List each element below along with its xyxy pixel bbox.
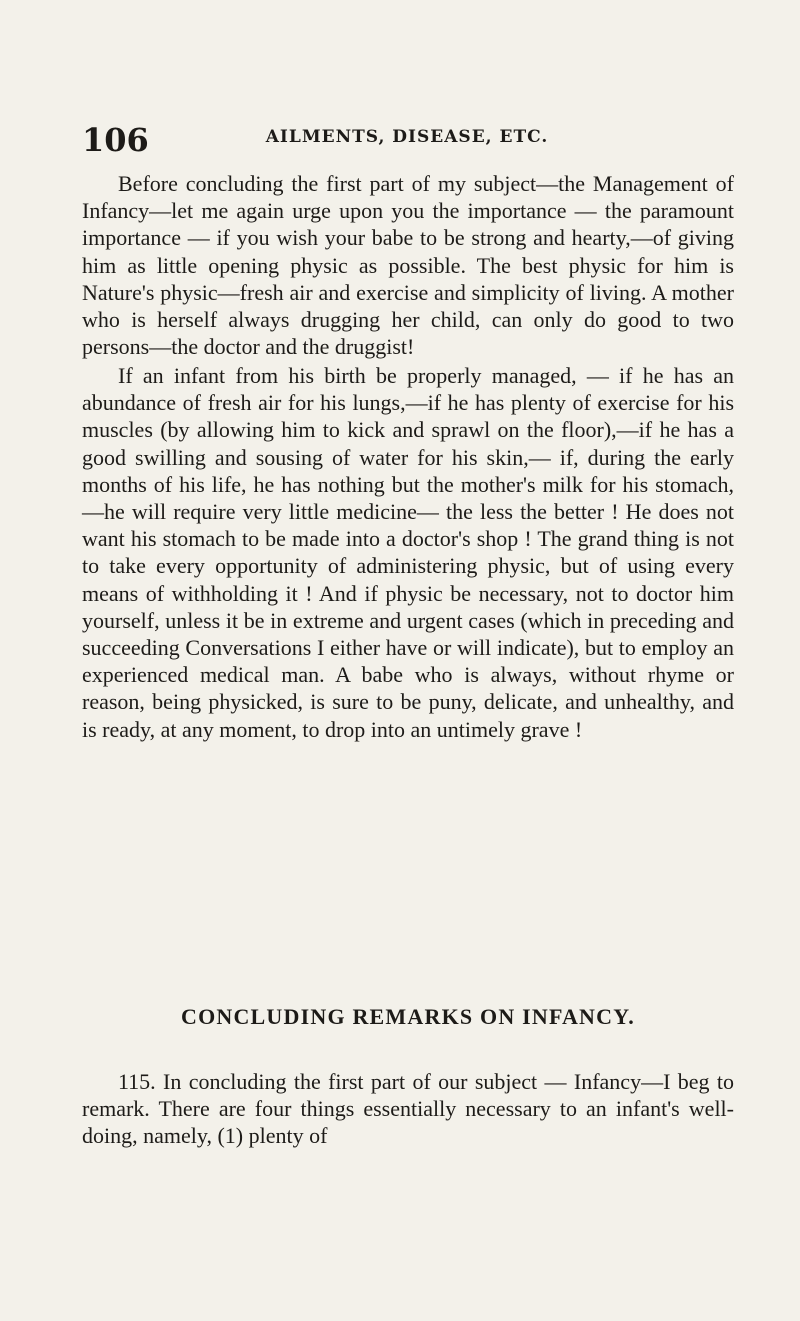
body-text-middle: [82, 362, 734, 743]
running-head: [82, 120, 732, 160]
page-number: 106: [82, 121, 149, 159]
paragraph-115: 115. In concluding the first part of our subject — Infancy—I beg to remark. There are four things essentially necessary to an infant's well-doing, namely, (1) plenty of: [82, 1069, 734, 1149]
paragraph-physic: Before concluding the first part of my subject—the Management of Infancy—let me again urge upon you the importance — the paramount importance — if you wish your babe to be strong and hearty,—of giving him as little opening physic as possible. The best physic for him is Nature's physic—fresh air and exercise and simplicity of living. A mother who is herself always drugging her child, can only do good to two persons—the doctor and the druggist!: [82, 171, 734, 360]
paragraph-infant-management: If an infant from his birth be properly managed, — if he has an abundance of fresh air for his lungs,—if he has plenty of exercise for his muscles (by allowing him to kick and sprawl on the floor),—if he has a good swilling and sousing of water for his skin,— if, during the early months of his life, he has nothing but the mother's milk for his stomach,—he will require very little medicine— the less the better ! He does not want his stomach to be made into a doctor's shop ! The grand thing is not to take every opportunity of administering physic, but of using every means of withholding it ! And if physic be necessary, not to doctor him yourself, unless it be in extreme and urgent cases (which in preceding and succeeding Conversations I either have or will indicate), but to employ an experienced medical man. A babe who is always, without rhyme or reason, being physicked, is sure to be puny, delicate, and unhealthy, and is ready, at any moment, to drop into an untimely grave !: [82, 363, 734, 742]
body-text-lower: [82, 1068, 734, 1150]
running-title: AILMENTS, DISEASE, ETC.: [265, 127, 549, 147]
body-text-upper: [82, 170, 734, 360]
section-heading: CONCLUDING REMARKS ON INFANCY.: [180, 1004, 636, 1029]
